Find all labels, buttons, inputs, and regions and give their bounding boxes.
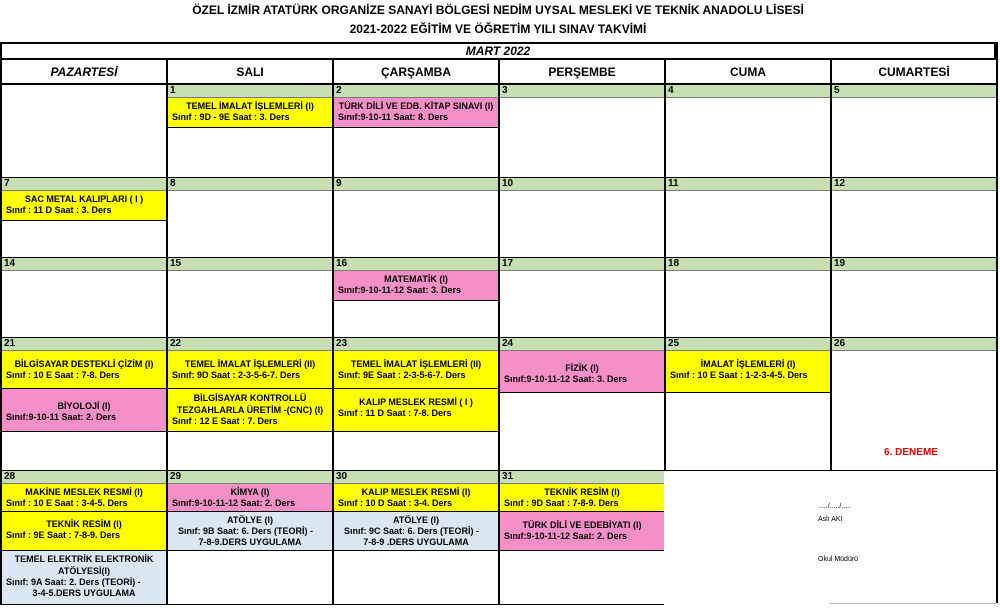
exam-name: TEMEL İMALAT İŞLEMLERİ (II)	[184, 359, 316, 369]
day-number: 8	[168, 178, 332, 191]
exam-name: TEMEL ELEKTRİK ELEKTRONİK	[14, 554, 154, 564]
exam-entry	[2, 512, 166, 551]
day-number: 29	[168, 471, 332, 484]
day-number: 11	[666, 178, 830, 191]
day-number: 17	[500, 258, 664, 271]
day-cell-25	[664, 338, 830, 471]
exam-entry	[2, 484, 166, 512]
exam-entry	[500, 484, 664, 512]
exam-name: TEKNİK RESİM (I)	[544, 487, 620, 497]
exam-entry	[2, 351, 166, 389]
exam-details: 7-8-9.DERS UYGULAMA	[198, 537, 302, 547]
exam-name: TÜRK DİLİ VE EDB. KİTAP SINAVI (I)	[338, 101, 494, 111]
exam-entry	[168, 512, 332, 551]
exam-name: ATÖLYE (I)	[226, 515, 273, 525]
exam-entry	[334, 351, 498, 389]
day-number: 7	[2, 178, 166, 191]
exam-name: TEMEL İMALAT İŞLEMLERİ (I)	[186, 101, 314, 111]
day-cell-4	[664, 85, 830, 178]
exam-entry	[2, 191, 166, 221]
practice-exam-note: 6. DENEME	[884, 447, 938, 458]
exam-details: Sınıf : 11 D Saat : 7-8. Ders	[338, 408, 452, 418]
exam-name: KALIP MESLEK RESMİ (I)	[361, 487, 471, 497]
calendar-title: 2021-2022 EĞİTİM VE ÖĞRETİM YILI SINAV TAKVİMİ	[349, 22, 647, 36]
exam-details: Sınıf: 9C Saat: 6. Ders (TEORİ) -	[344, 526, 480, 536]
exam-details: Sınıf : 9D Saat : 7-8-9. Ders	[504, 498, 619, 508]
exam-name: BİLGİSAYAR DESTEKLİ ÇİZİM (I)	[14, 359, 154, 369]
exam-entry	[334, 484, 498, 512]
exam-name: BİLGİSAYAR KONTROLLÜ	[193, 393, 307, 403]
day-number: 14	[2, 258, 166, 271]
exam-entry	[334, 389, 498, 432]
exam-details: Sınıf : 9D - 9E Saat : 3. Ders	[172, 112, 290, 122]
exam-details: Sınıf : 11 D Saat : 3. Ders	[6, 205, 112, 215]
exam-entry	[2, 551, 166, 605]
exam-entry	[334, 98, 498, 128]
day-cell-10	[498, 178, 664, 258]
exam-name: TEZGAHLARLA ÜRETİM -(CNC) (I)	[176, 405, 324, 415]
day-cell-7	[0, 178, 166, 258]
header-friday: CUMA	[664, 60, 830, 85]
day-number: 28	[2, 471, 166, 484]
signature-role: Okul Müdürü	[818, 556, 859, 563]
day-cell-28	[0, 471, 166, 605]
day-number: 21	[2, 338, 166, 351]
day-number: 9	[334, 178, 498, 191]
day-number: 25	[666, 338, 830, 351]
exam-entry	[500, 351, 664, 393]
exam-entry	[2, 389, 166, 432]
exam-details: Sınıf: 9D Saat : 2-3-5-6-7. Ders	[172, 370, 301, 380]
exam-details: Sınıf:9-10-11-12 Saat: 3. Ders	[504, 374, 628, 384]
day-cell-23	[332, 338, 498, 471]
month-title: MART 2022	[0, 42, 996, 60]
day-cell-19	[830, 258, 996, 338]
exam-details: Sınıf : 10 E Saat : 3-4-5. Ders	[6, 498, 128, 508]
day-cell-1	[166, 85, 332, 178]
header-monday: PAZARTESİ	[0, 60, 166, 85]
exam-name: MATEMATİK (I)	[384, 274, 448, 284]
exam-details: Sınıf: 9E Saat : 2-3-5-6-7. Ders	[338, 370, 466, 380]
exam-entry	[334, 271, 498, 301]
exam-entry	[168, 351, 332, 389]
day-number: 24	[500, 338, 664, 351]
outer-border	[996, 42, 998, 603]
exam-name: BİYOLOJİ (I)	[57, 401, 111, 411]
day-number: 2	[334, 85, 498, 98]
day-cell-16	[332, 258, 498, 338]
day-number: 3	[500, 85, 664, 98]
day-cell-empty	[0, 85, 166, 178]
exam-name: TÜRK DİLİ VE EDEBİYATI (I)	[522, 520, 642, 530]
day-number: 12	[832, 178, 996, 191]
exam-details: Sınıf:9-10-11-12 Saat: 2. Ders	[504, 531, 628, 541]
day-number: 18	[666, 258, 830, 271]
day-number: 26	[832, 338, 996, 351]
day-number: 23	[334, 338, 498, 351]
day-cell-2	[332, 85, 498, 178]
exam-entry	[334, 512, 498, 551]
exam-name: KALIP MESLEK RESMİ ( I )	[359, 397, 473, 407]
exam-details: 7-8-9 .DERS UYGULAMA	[363, 537, 469, 547]
signature-date: ...../...../.....	[818, 503, 852, 510]
day-number: 10	[500, 178, 664, 191]
exam-details: Sınıf : 9E Saat : 7-8-9. Ders	[6, 530, 121, 540]
day-number: 22	[168, 338, 332, 351]
day-cell-30	[332, 471, 498, 605]
signature-name: Aslı AKI	[818, 516, 843, 523]
header-tuesday: SALI	[166, 60, 332, 85]
day-cell-17	[498, 258, 664, 338]
footer-line	[830, 603, 996, 604]
day-cell-21	[0, 338, 166, 471]
day-cell-14	[0, 258, 166, 338]
day-number: 30	[334, 471, 498, 484]
exam-name: MAKİNE MESLEK RESMİ (I)	[25, 487, 143, 497]
exam-details: Sınıf : 10 E Saat : 7-8. Ders	[6, 370, 120, 380]
exam-entry	[168, 484, 332, 512]
exam-entry	[168, 389, 332, 432]
exam-details: Sınıf:9-10-11 Saat: 2. Ders	[6, 412, 117, 422]
day-cell-8	[166, 178, 332, 258]
exam-name: TEMEL İMALAT İŞLEMLERİ (II)	[350, 359, 482, 369]
day-number: 16	[334, 258, 498, 271]
day-cell-22	[166, 338, 332, 471]
header-saturday: CUMARTESİ	[830, 60, 996, 85]
exam-details: Sınıf:9-10-11-12 Saat: 3. Ders	[338, 285, 462, 295]
exam-name: ATÖLYE (I)	[392, 515, 439, 525]
day-number: 15	[168, 258, 332, 271]
day-cell-11	[664, 178, 830, 258]
exam-name: İMALAT İŞLEMLERİ (I)	[700, 359, 796, 369]
day-cell-5	[830, 85, 996, 178]
day-number: 4	[666, 85, 830, 98]
exam-name: TEKNİK RESİM (I)	[46, 519, 122, 529]
day-cell-9	[332, 178, 498, 258]
exam-name: KİMYA (I)	[230, 487, 270, 497]
day-number: 5	[832, 85, 996, 98]
exam-name: ATÖLYESİ(I)	[57, 566, 110, 576]
exam-details: Sınıf: 9B Saat: 6. Ders (TEORİ) -	[178, 526, 314, 536]
exam-entry	[666, 351, 830, 393]
school-title: ÖZEL İZMİR ATATÜRK ORGANİZE SANAYİ BÖLGESİ NEDİM UYSAL MESLEKİ VE TEKNİK ANADOLU LİSESİ	[192, 3, 804, 17]
exam-entry	[168, 98, 332, 128]
exam-details: Sınıf:9-10-11-12 Saat: 2. Ders	[172, 498, 296, 508]
exam-details: Sınıf : 10 E Saat : 1-2-3-4-5. Ders	[670, 370, 808, 380]
exam-details: Sınıf: 9A Saat: 2. Ders (TEORİ) -	[6, 577, 141, 587]
day-cell-18	[664, 258, 830, 338]
exam-details: Sınıf : 12 E Saat : 7. Ders	[172, 416, 278, 426]
exam-details: 3-4-5.DERS UYGULAMA	[32, 588, 136, 598]
day-number: 1	[168, 85, 332, 98]
day-cell-29	[166, 471, 332, 605]
exam-name: FİZİK (I)	[565, 363, 599, 373]
exam-entry	[500, 512, 664, 551]
day-cell-15	[166, 258, 332, 338]
header-wednesday: ÇARŞAMBA	[332, 60, 498, 85]
day-cell-12	[830, 178, 996, 258]
day-cell-31	[498, 471, 664, 605]
day-cell-3	[498, 85, 664, 178]
exam-details: Sınıf : 10 D Saat : 3-4. Ders	[338, 498, 453, 508]
exam-name: SAC METAL KALIPLARI ( I )	[24, 194, 144, 204]
day-number: 19	[832, 258, 996, 271]
day-cell-24	[498, 338, 664, 471]
exam-details: Sınıf:9-10-11 Saat: 8. Ders	[338, 112, 449, 122]
header-thursday: PERŞEMBE	[498, 60, 664, 85]
day-number: 31	[500, 471, 664, 484]
